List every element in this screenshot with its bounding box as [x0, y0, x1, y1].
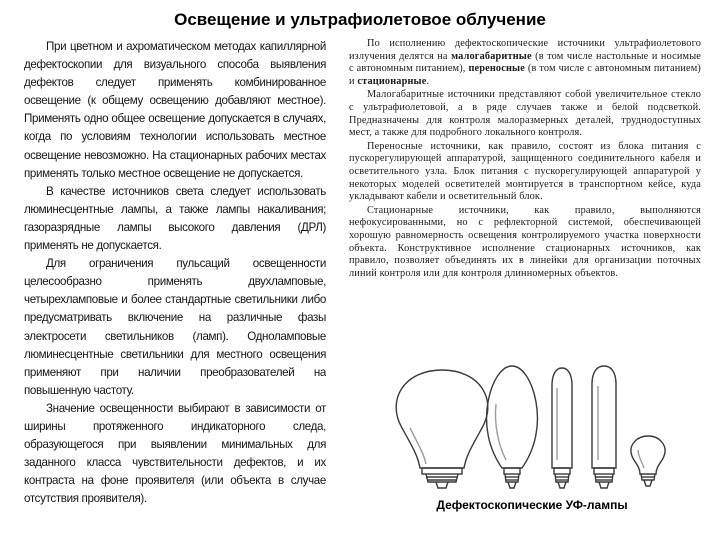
term-portable: переносные [468, 63, 525, 75]
right-paragraph-1: По исполнению дефектоскопические источники ультрафиолетового излучения делятся на малогабаритные (в том числе настольные и носимые с автономным питанием), переносные (в том числе с автономным питанием) и стационарные. [349, 38, 701, 87]
right-text-column [349, 38, 701, 356]
tubular-lamp-wide [592, 366, 616, 488]
ellipsoid-lamp [487, 366, 538, 488]
page-title: Освещение и ультрафиолетовое облучение [174, 10, 546, 29]
left-text-column [24, 38, 326, 510]
uv-lamps-illustration [392, 364, 692, 490]
right-paragraph-2: Малогабаритные источники представляют собой увеличительное стекло с ультрафиолетовой, а в ряде случаев также и белой подсветкой. Предназначены для контроля малоразмерных деталей, труднодоступных мест, а также для подробного локального контроля. [349, 89, 701, 139]
small-bulb-lamp [631, 436, 665, 486]
tubular-lamp-slim [552, 368, 572, 488]
right-paragraph-4: Стационарные источники, как правило, выполняются нефокусированными, но с рефлекторной системой, обеспечивающей хорошую равномерность освещения контролируемого участка поверхности объекта. Конструктивное исполнение стационарных источников, как правило, позволяет объединять их в линейки для организации поточных линий контроля или для контроля длинномерных объектов. [349, 204, 701, 279]
left-paragraph-3: Для ограничения пульсаций освещенности целесообразно применять двухламповые, четырехламповые и более стандартные светильники либо предусматривать включение на различные фазы электросети светильников (ламп). Одноламповые люминесцентные светильники для местного освещения применяют при наличии преобразователей на повышенную частоту. [24, 257, 326, 397]
left-paragraph-2: В качестве источников света следует использовать люминесцентные лампы, а также лампы накаливания; газоразрядные лампы высокого давления (ДРЛ) применять не допускается. [24, 184, 326, 253]
term-small-sized: малогабаритные [451, 50, 532, 62]
term-stationary: стационарные [357, 75, 427, 87]
right-paragraph-3: Переносные источники, как правило, состоят из блока питания с пускорегулирующей аппаратурой, защищенного соединительного кабеля и осветительного узла. Блок питания с пускорегулирующей аппаратурой у некоторых моделей осветителей монтируется в транспортном кейсе, куда укладывают кабели и осветительный блок. [349, 140, 701, 203]
reflector-lamp [396, 370, 488, 488]
left-paragraph-1: При цветном и ахроматическом методах капиллярной дефектоскопии для визуального способа выявления дефектов следует применять комбинированное освещение (к общему освещению добавляют местное). Применять одно общее освещение допускается в случаях, когда по условиям технологии использовать местное освещение невозможно. На стационарных рабочих местах применять только местное освещение не допускается. [24, 40, 326, 180]
lamp-strokes [396, 366, 665, 488]
left-paragraph-4: Значение освещенности выбирают в зависимости от ширины протяженного индикаторного следа, образующегося при выявлении минимальных для заданного класса чувствительности дефектов, и их контраста на фоне проявителя (или объекта в случае отсутствия проявителя). [24, 401, 326, 506]
figure-caption: Дефектоскопические УФ-лампы [436, 498, 628, 512]
